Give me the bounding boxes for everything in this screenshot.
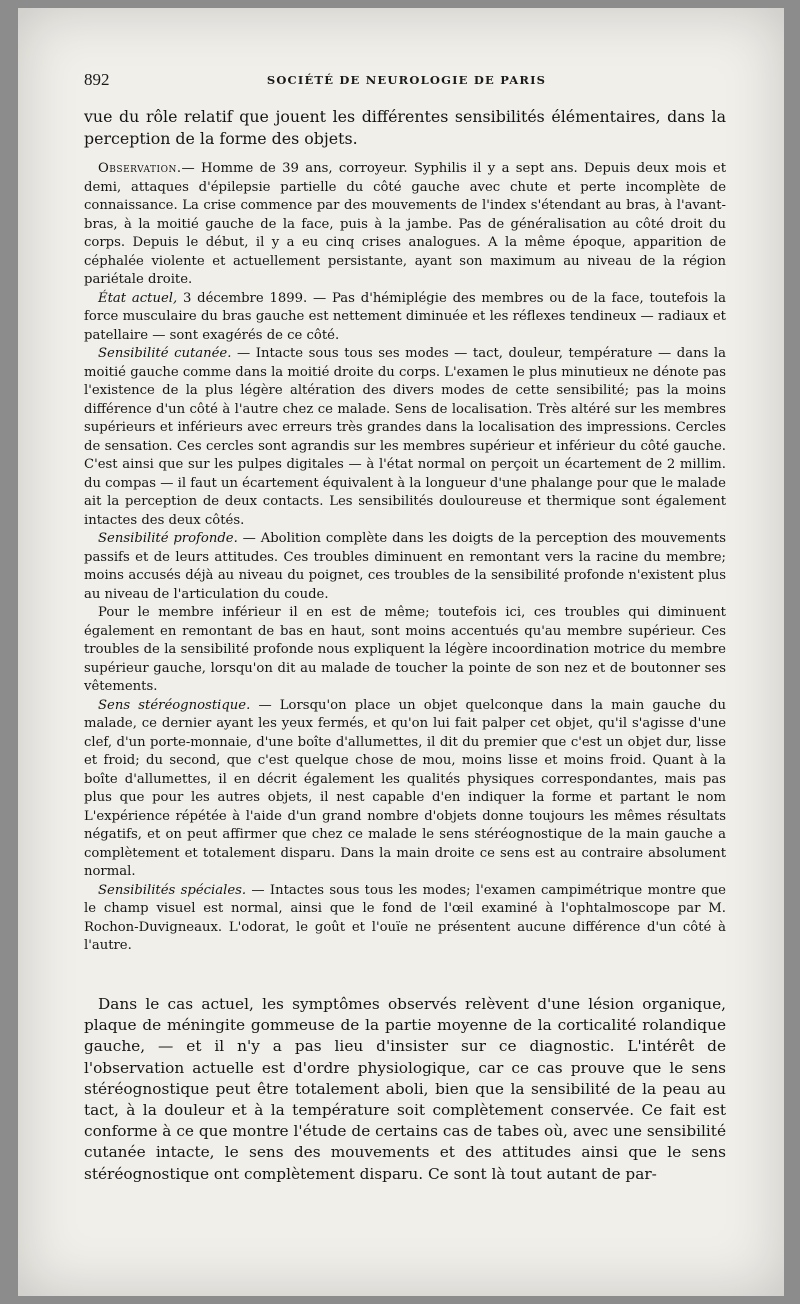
profonde-text: — Abolition complète dans les doigts de la perception des mouvements passifs et de leurs attitudes. Ces troubles diminuent en remontant vers la racine du membre; moins accusés déjà au niveau du poignet, ces troubles de la sensibilité profonde n'existent plus au niveau de l'articulation du coude. — [84, 531, 727, 602]
observation-block — [84, 160, 726, 956]
observation-paragraph — [84, 160, 726, 290]
observation-text: — Homme de 39 ans, corroyeur. Syphilis il y a sept ans. Depuis deux mois et demi, attaques d'épilepsie partielle du côté gauche avec chute et perte incomplète de connaissance. La crise commence par des mouvements de l'index s'étendant au bras, à l'avant-bras, à la moitié gauche de la face, puis à la jambe. Pas de généralisation au côté droit du corps. Depuis le début, il y a eu cinq crises analogues. A la même époque, apparition de céphalée violente et actuellement persistante, ayant son maximum au niveau de la région pariétale droite. — [84, 161, 726, 287]
etat-text: 3 décembre 1899. — Pas d'hémiplégie des membres ou de la face, toutefois la force musculaire du bras gauche est nettement diminuée et les réflexes tendineux — radiaux et patellaire — sont exagérés de ce côté. — [84, 290, 726, 343]
page-header — [84, 70, 729, 94]
etat-label: État actuel, — [98, 290, 178, 306]
stereognostique-label: Sens stéréognostique. — [98, 697, 251, 713]
speciales-text: — Intactes sous tous les modes; l'examen campimétrique montre que le champ visuel est normal, ainsi que le fond de l'œil examiné à l'ophtalmoscope par M. Rochon-Duvigneaux. L'odorat, le goût et l'ouïe ne présentent aucune différence d'un côté à l'autre. — [84, 882, 726, 953]
speciales-paragraph — [84, 882, 726, 956]
cutanee-paragraph — [84, 345, 726, 530]
speciales-label: Sensibilités spéciales. — [98, 882, 247, 898]
stereognostique-text: — Lorsqu'on place un objet quelconque dans la main gauche du malade, ce dernier ayant les yeux fermés, et qu'on lui fait palper cet objet, qu'il s'agisse d'une clef, d'un porte-monnaie, d'une boîte d'allumettes, il dit du premier que c'est un objet dur, lisse et froid; du second, que c'est quelque chose de mou, moins lisse et moins froid. Quant à la boîte d'allumettes, il en décrit également les qualités physiques correspondantes, mais pas plus que pour les autres objets, il nest capable d'en indiquer la forme et partant le nom L'expérience répétée à l'aide d'un grand nombre d'objets donne toujours les mêmes résultats négatifs, et on peut affirmer que chez ce malade le sens stéréognostique de la main gauche a complètement et totalement disparu. Dans la main droite ce sens est au contraire absolument normal. — [84, 697, 726, 879]
intro-paragraph: vue du rôle relatif que jouent les différentes sensibilités élémentaires, dans la perception de la forme des objets. — [84, 107, 726, 148]
running-title: SOCIÉTÉ DE NEUROLOGIE DE PARIS — [266, 73, 547, 87]
page-number: 892 — [84, 70, 110, 89]
conclusion-paragraph: Dans le cas actuel, les symptômes observés relèvent d'une lésion organique, plaque de méningite gommeuse de la partie moyenne de la corticalité rolandique gauche, — et il n'y a pas lieu d'insister sur ce diagnostic. L'intérêt de l'observation actuelle est d'ordre physiologique, car ce cas prouve que le sens stéréognostique peut être totalement aboli, bien que la sensibilité de la peau au tact, à la douleur et à la température soit complètement conservée. Ce fait est conforme à ce que montre l'étude de certains cas de tabes où, avec une sensibilité cutanée intacte, le sens des mouvements et des attitudes ainsi que le sens stéréognostique ont complètement disparu. Ce sont là tout autant de par- — [84, 995, 726, 1183]
observation-label: Observation. — [98, 161, 182, 176]
profonde-label: Sensibilité profonde. — [98, 531, 238, 546]
etat-paragraph — [84, 290, 726, 346]
cutanee-text: — Intacte sous tous ses modes — tact, douleur, température — dans la moitié gauche comme dans la moitié droite du corps. L'examen le plus minutieux ne dénote pas l'existence de la plus légère altération des divers modes de cette sensibilité; pas la moins différence d'un côté à l'autre chez ce malade. Sens de localisation. Très altéré sur les membres supérieurs et inférieurs avec erreurs très grandes dans la localisation des impressions. Cercles de sensation. Ces cercles sont agrandis sur les membres supérieur et inférieur du côté gauche. C'est ainsi que sur les pulpes digitales — à l'état normal on perçoit un écartement de 2 millim. du compas — il faut un écartement équivalent à la longueur d'une phalange pour que le malade ait la perception de deux contacts. Les sensibilités douloureuse et thermique sont également intactes des deux côtés. — [84, 346, 726, 528]
profonde-paragraph — [84, 530, 726, 604]
stereognostique-paragraph — [84, 697, 726, 882]
cutanee-label: Sensibilité cutanée. — [98, 346, 232, 361]
membre-inferieur-paragraph: Pour le membre inférieur il en est de même; toutefois ici, ces troubles qui diminuent également en remontant de bas en haut, sont moins accentués qu'au membre supérieur. Ces troubles de la sensibilité profonde nous expliquent la légère incoordination motrice du membre supérieur gauche, lorsqu'on dit au malade de toucher la pointe de son nez et de boutonner ses vêtements. — [84, 605, 726, 694]
